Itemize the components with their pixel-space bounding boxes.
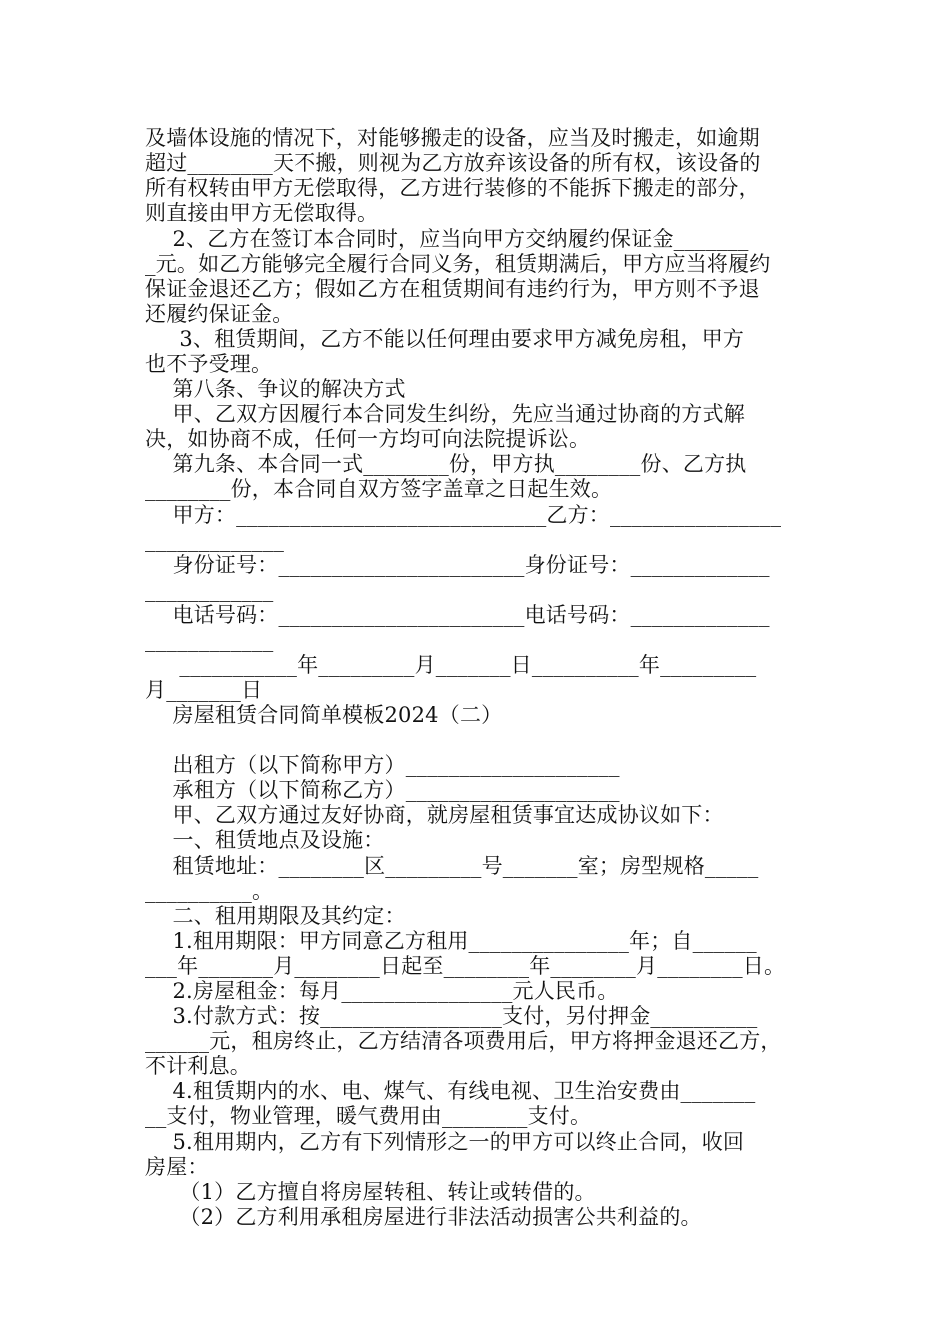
text-line: 甲、乙双方通过友好协商，就房屋租赁事宜达成协议如下：: [145, 803, 724, 827]
text-line: 则直接由甲方无偿取得。: [145, 201, 379, 225]
text-line: ___年_______月________日起至________年________月________日。: [145, 954, 786, 978]
lessee-line: 承租方（以下简称乙方）____________________: [145, 778, 620, 802]
text-line: 2.房屋租金：每月________________元人民币。: [145, 979, 619, 1003]
phone-number-line: 电话号码：_______________________电话号码：_____________: [145, 603, 770, 627]
section-heading: 一、租赁地点及设施：: [145, 828, 385, 852]
text-line: 月_______日: [145, 678, 263, 702]
text-line: 2、乙方在签订本合同时，应当向甲方交纳履约保证金_______: [145, 227, 749, 251]
text-line: ____________: [145, 628, 274, 652]
text-line: __________。: [145, 879, 274, 903]
signature-party-line: 甲方：_____________________________乙方：________________: [145, 503, 782, 527]
text-line: ________份，本合同自双方签字盖章之日起生效。: [145, 477, 613, 501]
date-line: ___________年_________月_______日__________年_________: [145, 653, 757, 677]
text-line: 保证金退还乙方；假如乙方在租赁期间有违约行为，甲方则不予退: [145, 277, 760, 301]
text-line: __支付，物业管理，暖气费用由________支付。: [145, 1104, 592, 1128]
id-number-line: 身份证号：_______________________身份证号：_____________: [145, 553, 770, 577]
text-line: 甲、乙双方因履行本合同发生纠纷，先应当通过协商的方式解: [145, 402, 745, 426]
text-line: 1.租用期限：甲方同意乙方租用_______________年；自______: [145, 929, 757, 953]
text-line: 还履约保证金。: [145, 302, 294, 326]
text-line: _____________: [145, 528, 285, 552]
text-line: ____________: [145, 578, 274, 602]
lessor-line: 出租方（以下简称甲方）____________________: [145, 753, 620, 777]
text-line: 决，如协商不成，任何一方均可向法院提诉讼。: [145, 427, 591, 451]
section-heading: 第八条、争议的解决方式: [145, 377, 406, 401]
text-line: 所有权转由甲方无偿取得，乙方进行装修的不能拆下搬走的部分，: [145, 176, 760, 200]
text-line: 房屋：: [145, 1155, 209, 1179]
list-item: （1）乙方擅自将房屋转租、转让或转借的。: [145, 1180, 596, 1204]
text-line: 5.租用期内，乙方有下列情形之一的甲方可以终止合同，收回: [145, 1130, 745, 1154]
text-line: _元。如乙方能够完全履行合同义务，租赁期满后，甲方应当将履约: [145, 252, 771, 276]
text-line: 4.租赁期内的水、电、煤气、有线电视、卫生治安费由_______: [145, 1079, 756, 1103]
section-heading: 二、租用期限及其约定：: [145, 904, 406, 928]
text-line: 3.付款方式：按_________________支付，另付押金__________: [145, 1004, 758, 1028]
text-line: 超过________天不搬，则视为乙方放弃该设备的所有权，该设备的: [145, 151, 761, 175]
text-line: 及墙体设施的情况下，对能够搬走的设备，应当及时搬走，如逾期: [145, 126, 760, 150]
text-line: 第九条、本合同一式________份，甲方执________份、乙方执: [145, 452, 747, 476]
text-line: 也不予受理。: [145, 352, 273, 376]
document-title: 房屋租赁合同简单模板2024（二）: [145, 703, 503, 727]
text-line: ______元，租房终止，乙方结清各项费用后，甲方将押金退还乙方，: [145, 1029, 782, 1053]
text-line: 3、租赁期间，乙方不能以任何理由要求甲方减免房租，甲方: [145, 327, 745, 351]
text-line: 不计利息。: [145, 1054, 251, 1078]
list-item: （2）乙方利用承租房屋进行非法活动损害公共利益的。: [145, 1205, 702, 1229]
text-line: 租赁地址：________区_________号_______室；房型规格_____: [145, 854, 759, 878]
